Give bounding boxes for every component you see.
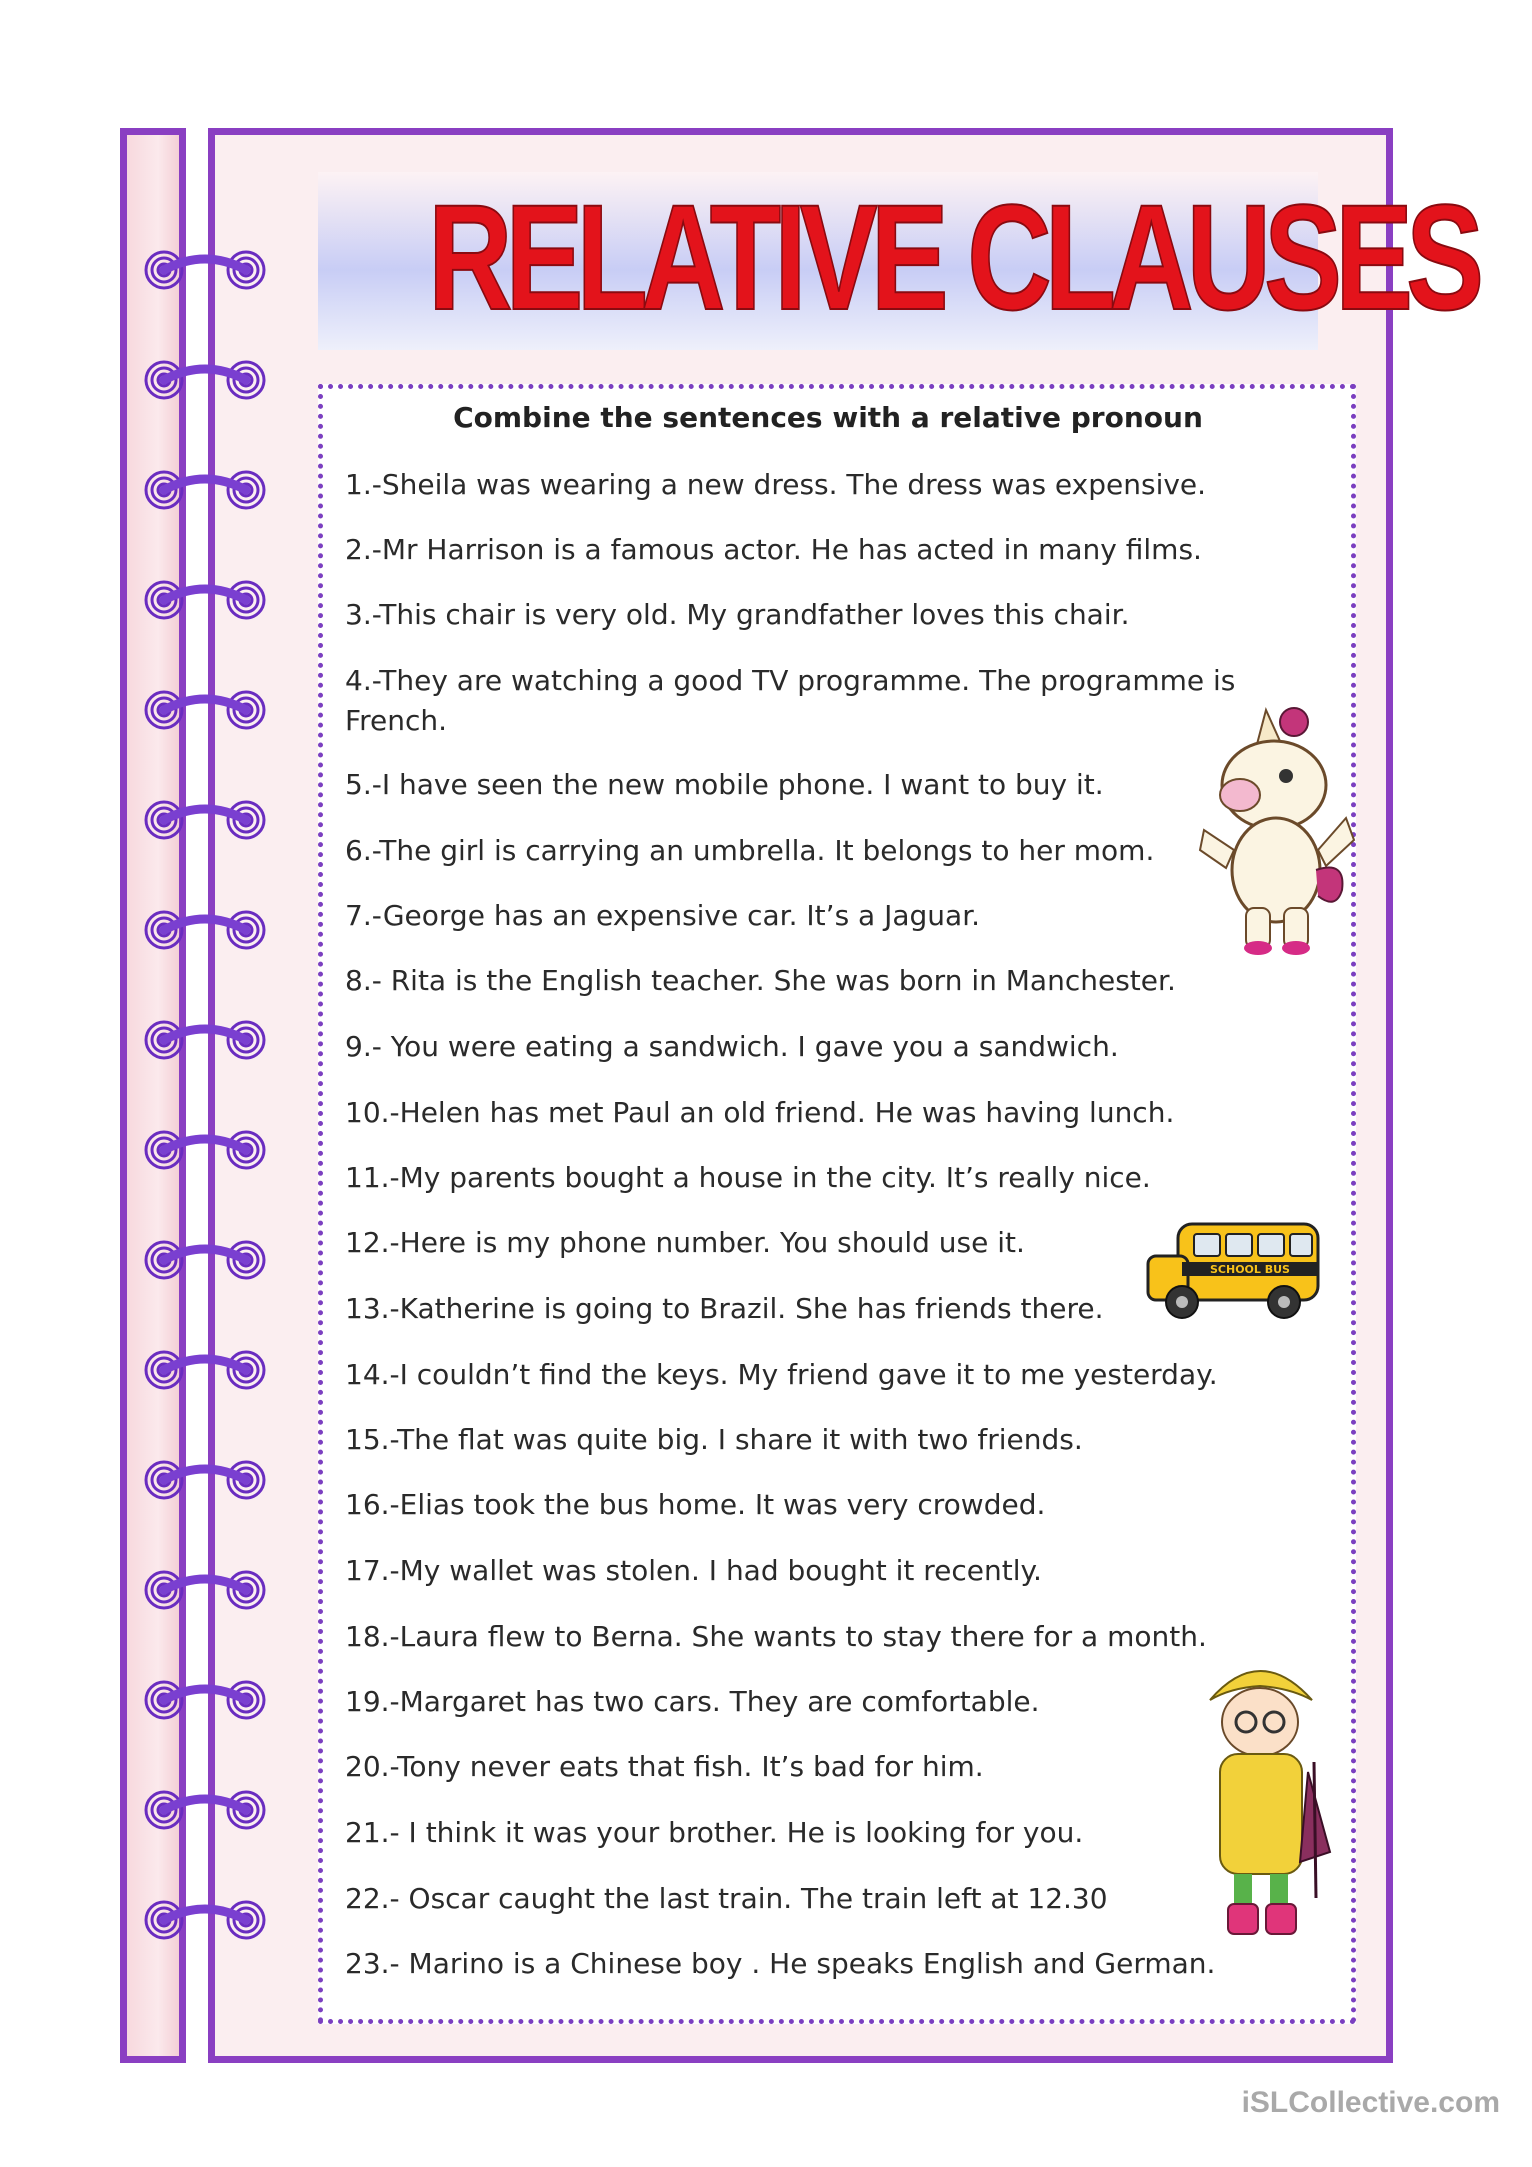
sentence-item: 12.-Here is my phone number. You should use it. — [345, 1226, 1025, 1259]
sentence-item: 7.-George has an expensive car. It’s a Jaguar. — [345, 899, 981, 932]
sentence-item: 17.-My wallet was stolen. I had bought it recently. — [345, 1554, 1042, 1587]
sentence-item: 3.-This chair is very old. My grandfather loves this chair. — [345, 598, 1130, 631]
binder-ring — [146, 1792, 264, 1828]
binder-ring — [146, 1902, 264, 1938]
sentence-item: 19.-Margaret has two cars. They are comfortable. — [345, 1685, 1040, 1718]
sentence-item: 13.-Katherine is going to Brazil. She has friends there. — [345, 1292, 1104, 1325]
sentence-item: 16.-Elias took the bus home. It was very crowded. — [345, 1488, 1046, 1521]
binder-ring — [146, 252, 264, 288]
instruction-text: Combine the sentences with a relative pronoun — [453, 401, 1203, 434]
sentence-item: 20.-Tony never eats that fish. It’s bad for him. — [345, 1750, 984, 1783]
sentence-item: 4.-They are watching a good TV programme. The programme is French. — [345, 664, 1236, 737]
sentence-item: 23.- Marino is a Chinese boy . He speaks English and German. — [345, 1947, 1216, 1980]
binder-ring — [146, 582, 264, 618]
sentence-item: 2.-Mr Harrison is a famous actor. He has acted in many films. — [345, 533, 1202, 566]
title-banner — [318, 172, 1478, 350]
sentence-item: 22.- Oscar caught the last train. The train left at 12.30 — [345, 1882, 1108, 1915]
sentence-item: 10.-Helen has met Paul an old friend. He was having lunch. — [345, 1096, 1175, 1129]
sentence-item: 9.- You were eating a sandwich. I gave you a sandwich. — [345, 1030, 1119, 1063]
binder-ring — [146, 692, 264, 728]
sentence-item: 1.-Sheila was wearing a new dress. The dress was expensive. — [345, 468, 1207, 501]
watermark: iSLCollective.com — [1241, 2086, 1500, 2119]
binder-ring — [146, 1462, 264, 1498]
sentence-item: 5.-I have seen the new mobile phone. I want to buy it. — [345, 768, 1104, 801]
sentence-item: 21.- I think it was your brother. He is looking for you. — [345, 1816, 1084, 1849]
unicorn-illustration — [1196, 700, 1356, 960]
binder-ring — [146, 1022, 264, 1058]
sentence-item: 14.-I couldn’t find the keys. My friend gave it to me yesterday. — [345, 1358, 1218, 1391]
binder-ring — [146, 472, 264, 508]
girl-raincoat-illustration — [1190, 1652, 1340, 1942]
sentence-item: 11.-My parents bought a house in the city. It’s really nice. — [345, 1161, 1151, 1194]
sentence-item: 18.-Laura flew to Berna. She wants to stay there for a month. — [345, 1620, 1207, 1653]
school-bus-illustration — [1142, 1216, 1328, 1324]
binder-ring — [146, 1682, 264, 1718]
binder-ring — [146, 362, 264, 398]
binder-ring — [146, 1572, 264, 1608]
spiral-rings — [130, 240, 290, 1920]
binder-ring — [146, 802, 264, 838]
binder-ring — [146, 912, 264, 948]
binder-ring — [146, 1352, 264, 1388]
binder-ring — [146, 1242, 264, 1278]
binder-ring — [146, 1132, 264, 1168]
page-title: RELATIVE CLAUSES — [428, 173, 1478, 341]
sentence-item: 6.-The girl is carrying an umbrella. It belongs to her mom. — [345, 834, 1155, 867]
sentence-item: 15.-The flat was quite big. I share it with two friends. — [345, 1423, 1083, 1456]
sentence-item: 8.- Rita is the English teacher. She was born in Manchester. — [345, 964, 1176, 997]
bus-label: SCHOOL BUS — [1210, 1263, 1290, 1276]
